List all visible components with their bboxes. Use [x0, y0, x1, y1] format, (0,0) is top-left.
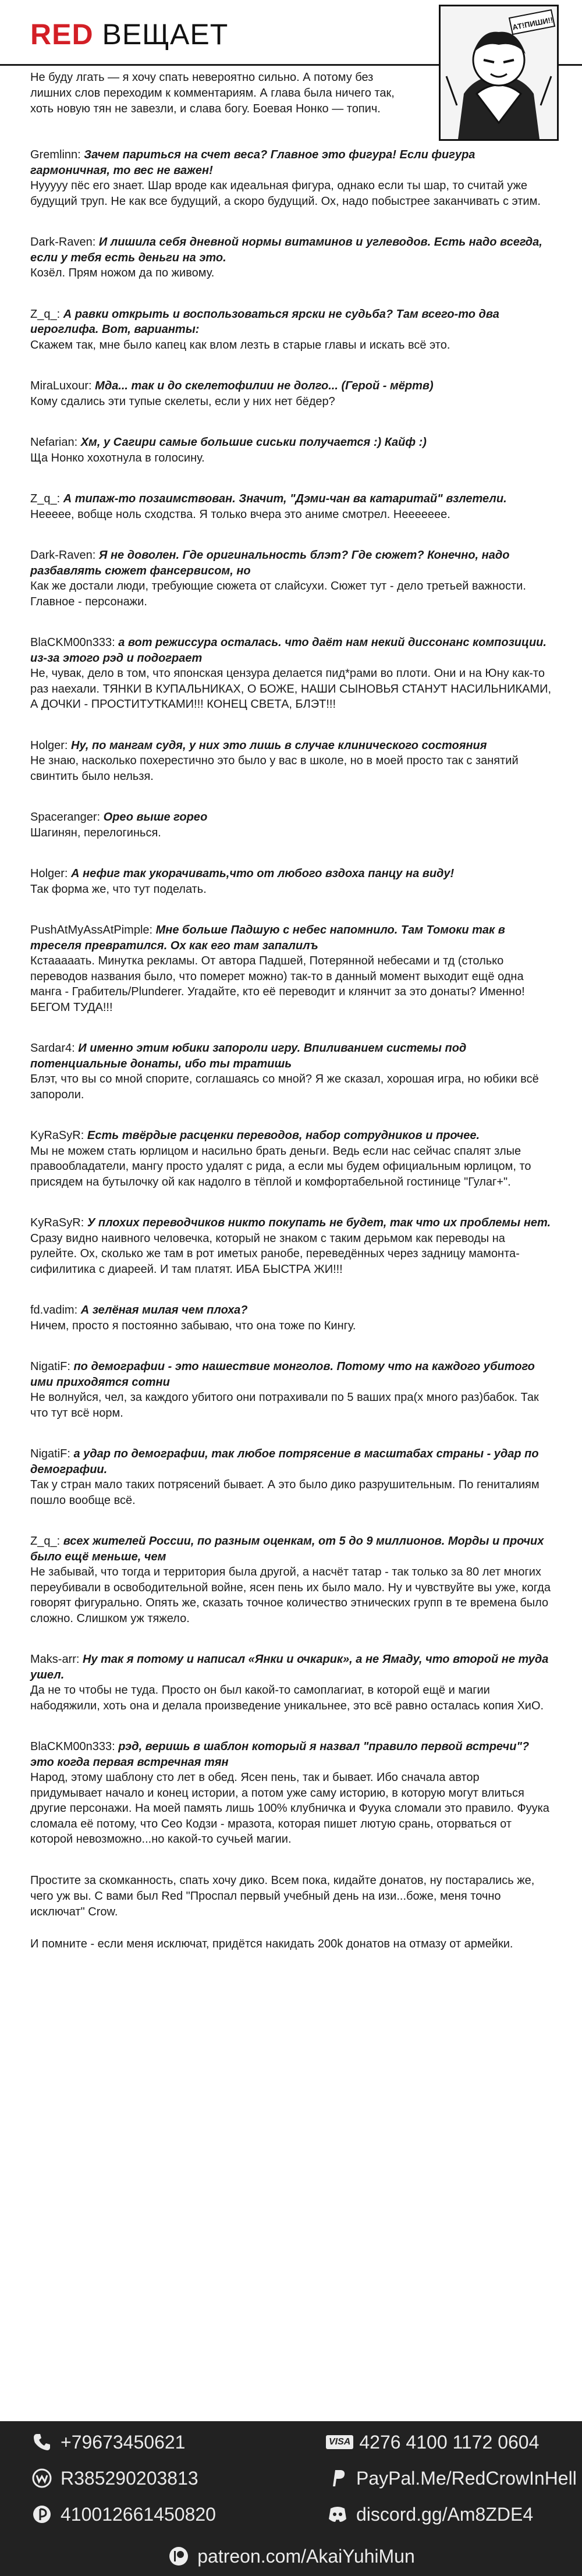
comment-entry [30, 307, 552, 353]
footer-visa [326, 2429, 539, 2455]
comment-quote: Хм, у Сагири самые большие сиськи получается :) Кайф :) [80, 436, 427, 449]
manga-character-illustration [441, 6, 557, 139]
avatar [439, 5, 559, 141]
visa-icon: VISA [326, 2435, 353, 2449]
comment-author: PushAtMyAssAtPimple: [30, 924, 153, 936]
comment-quote: а удар по демографии, так любое потрясение в масштабах страны - удар по демографии. [30, 1447, 539, 1476]
discord-icon [326, 2503, 349, 2526]
comment-entry [30, 1359, 552, 1421]
footer-card2 [30, 2502, 216, 2527]
footer-paypal[interactable] [326, 2465, 577, 2491]
content [30, 70, 552, 1952]
comment-author: BlaCKM00n333: [30, 1740, 115, 1753]
comment-reply: Так форма же, что тут поделать. [30, 882, 207, 896]
comment-quote: И именно этим юбики запороли игру. Впиливанием системы под потенциальные донаты, ибо ты тратишь [30, 1042, 467, 1070]
comment-quote: А зелёная милая чем плоха? [80, 1304, 248, 1317]
comment-author: Dark-Raven: [30, 236, 96, 249]
comment-reply: Не волнуйся, чел, за каждого убитого они потрахивали по 5 ваших пра(х много раз)бабок. Так что тут всё норм. [30, 1391, 539, 1420]
comment-entry [30, 866, 552, 897]
comment-entry [30, 235, 552, 281]
comment-author: Z_q_: [30, 1535, 61, 1548]
comment-author: BlaCKM00n333: [30, 636, 115, 649]
comment-author: Gremlinn: [30, 148, 81, 161]
webmoney-number: R385290203813 [61, 2467, 198, 2489]
comment-reply: Не знаю, насколько похерестично это было у вас в школе, но в моей просто так с занятий свинтить было нельзя. [30, 754, 519, 783]
phone-number: +79673450621 [61, 2431, 186, 2453]
comment-reply: Неееее, вобще ноль сходства. Я только вчера это аниме смотрел. Неееееее. [30, 508, 450, 521]
comment-author: Holger: [30, 739, 68, 752]
comment-entry [30, 548, 552, 609]
comment-entry [30, 1041, 552, 1102]
comment-entry [30, 491, 552, 522]
comment-reply: Не, чувак, дело в том, что японская цензура делается пид*рами во плоти. Они и на Юну как-то раз наехали. ТЯНКИ В КУПАЛЬНИКАХ, О БОЖЕ, НАШИ СЫНОВЬЯ СТАНУТ НАСИЛЬНИКАМИ, А ДОЧКИ - ПРОСТИТУТКАМИ!!! КОНЕЦ СВЕТА, БЛЭТ!!! [30, 667, 552, 711]
comment-entry [30, 1534, 552, 1626]
comment-entry [30, 738, 552, 785]
comment-entry [30, 922, 552, 1015]
comment-quote: А нефиг так укорачивать,что от любого вздоха панцу на виду! [71, 867, 455, 880]
comment-reply: Да не то чтобы не туда. Просто он был какой-то самоплагиат, в которой ещё и магии набодяжили, хоть она и делала произведение уникальнее, это всё равно осталась копия ХиО. [30, 1684, 544, 1712]
comment-entry [30, 635, 552, 712]
comment-entry [30, 1215, 552, 1277]
phone-icon [30, 2430, 54, 2454]
comment-reply: Как же достали люди, требующие сюжета от слайсухи. Сюжет тут - дело третьей важности. Главное - персонажи. [30, 580, 526, 608]
comment-reply: Ща Нонко хохотнула в голосину. [30, 451, 205, 464]
comment-entry [30, 378, 552, 409]
comment-reply: Нууууу пёс его знает. Шар вроде как идеальная фигура, однако если ты шар, то считай уже будущий труп. Не как все будущий, а скоро будущий. Ох, надо побыстрее заканчивать с этим. [30, 179, 541, 208]
comment-quote: рэд, веришь в шаблон который я назвал "правило первой встречи"? это когда первая встречная тян [30, 1740, 530, 1769]
brand-red: RED [30, 18, 94, 51]
yandex-money-icon [30, 2503, 54, 2526]
comment-quote: А равки открыть и воспользоваться ярски не судьба? Там всего-то два иероглифа. Вот, варианты: [30, 307, 499, 336]
footer-card1 [30, 2465, 198, 2491]
comment-author: Holger: [30, 867, 68, 880]
comment-reply: Сразу видно наивного человечка, который не знаком с таким дерьмом как переводы на рулейте. Ох, сколько же там в рот иметых ранобе, переведённых через задницу мамонта-сифилитика с диареей. И там платят. ИБА БЫСТРА ЖИ!!! [30, 1232, 520, 1276]
footer-patreon[interactable] [0, 2545, 582, 2568]
comment-quote: Есть твёрдые расценки переводов, набор сотрудников и прочее. [87, 1129, 480, 1142]
patreon-icon [167, 2545, 190, 2568]
comment-entry [30, 1739, 552, 1847]
paypal-link[interactable]: PayPal.Me/RedCrowInHell [356, 2467, 577, 2489]
comment-reply: Ничем, просто я постоянно забываю, что она тоже по Кингу. [30, 1319, 356, 1332]
comments-list [30, 147, 552, 1847]
comment-quote: Мне больше Падшую с небес напомнило. Там Томоки так в треселя превратился. Ох как его там запалилъ [30, 924, 505, 952]
comment-reply: Козёл. Прям ножом да по живому. [30, 267, 215, 279]
comment-entry [30, 435, 552, 466]
comment-entry [30, 1128, 552, 1190]
comment-entry [30, 1446, 552, 1508]
comment-quote: И лишила себя дневной нормы витаминов и углеводов. Есть надо всегда, если у тебя есть деньги на это. [30, 236, 542, 264]
comment-author: NigatiF: [30, 1360, 70, 1373]
footer-discord[interactable] [326, 2502, 533, 2527]
comment-reply: Скажем так, мне было капец как влом лезть в старые главы и искать всё это. [30, 338, 450, 352]
comment-quote: Зачем париться на счет веса? Главное это фигура! Если фигура гармоничная, то вес не важен! [30, 148, 475, 177]
patreon-link[interactable]: patreon.com/AkaiYuhiMun [197, 2545, 415, 2567]
visa-number: 4276 4100 1172 0604 [359, 2431, 540, 2453]
comment-author: Sardar4: [30, 1042, 75, 1055]
yandex-money-number: 410012661450820 [61, 2503, 216, 2525]
comment-author: KyRaSyR: [30, 1129, 84, 1142]
discord-link[interactable]: discord.gg/Am8ZDE4 [356, 2503, 534, 2525]
comment-author: Spaceranger: [30, 811, 101, 824]
paypal-icon [326, 2467, 349, 2490]
outro-paragraph: Простите за скомканность, спать хочу дико. Всем пока, кидайте донатов, ну постарались же, чего уж вы. С вами был Red "Проспал первый учебный день на изи...боже, меня точно исключат" Crow. [30, 1874, 535, 1918]
comment-author: Dark-Raven: [30, 549, 96, 562]
avatar-caption: АТ!ПИШИ!! [512, 15, 554, 32]
brand-title [30, 19, 228, 50]
comment-author: MiraLuxour: [30, 379, 92, 392]
footer-phone [30, 2429, 185, 2455]
outro-paragraph: И помните - если меня исключат, придётся накидать 200k донатов на отмазу от армейки. [30, 1937, 513, 1950]
footer [0, 2421, 582, 2576]
brand-rest: ВЕЩАЕТ [102, 18, 229, 51]
comment-entry [30, 1303, 552, 1333]
comment-reply: Шагинян, перелогинься. [30, 826, 161, 839]
comment-author: NigatiF: [30, 1447, 70, 1460]
comment-author: Z_q_: [30, 492, 61, 505]
comment-entry [30, 1652, 552, 1713]
comment-quote: Я не доволен. Где оригинальность блэт? Где сюжет? Конечно, надо разбавлять сюжет фансервисом, но [30, 549, 510, 577]
comment-quote: по демографии - это нашествие монголов. Потому что на каждого убитого ими приходятся сотни [30, 1360, 535, 1389]
comment-quote: а вот режиссура осталась. что даёт нам некий диссонанс композиции. из-за этого рэд и подограет [30, 636, 546, 665]
comment-author: KyRaSyR: [30, 1216, 84, 1229]
comment-reply: Не забывай, что тогда и территория была другой, а насчёт татар - так только за 80 лет многих переубивали в освободительной войне, ясен пень их было мало. Ну и чувствуйте вы уже, когда говорят фигурально. Опять же, сказать точное количество этнических групп в те времена было сложно. Слишком уж тяжело. [30, 1566, 551, 1625]
outro [30, 1873, 552, 1952]
comment-author: Nefarian: [30, 436, 78, 449]
comment-reply: Мы не можем стать юрлицом и насильно брать деньги. Ведь если нас сейчас спалят злые правообладатели, мангу просто удалят с рида, а если мы будем официальным юрлицом, то присядем на бутылочку ой как надолго в тёплой и комфортабельной гостинице "Гулаг+". [30, 1144, 531, 1188]
comment-author: fd.vadim: [30, 1304, 78, 1317]
comment-quote: Ну, по мангам судя, у них это лишь в случае клинического состояния [71, 739, 487, 752]
comment-entry [30, 147, 552, 209]
comment-quote: У плохих переводчиков никто покупать не будет, так что их проблемы нет. [87, 1216, 551, 1229]
webmoney-icon [30, 2467, 54, 2490]
comment-entry [30, 810, 552, 840]
comment-quote: Мда... так и до скелетофилии не долго... (Герой - мёртв) [95, 379, 434, 392]
comment-reply: Так у стран мало таких потрясений бывает. А это было дико разрушительным. По гениталиям пошло вообще всё. [30, 1478, 540, 1507]
comment-reply: Блэт, что вы со мной спорите, соглашаясь со мной? Я же сказал, хорошая игра, но юбики всё запороли. [30, 1073, 539, 1101]
comment-reply: Народ, этому шаблону сто лет в обед. Ясен пень, так и бывает. Ибо сначала автор придумывает начало и конец истории, а потом уже саму историю, в которую могут влиться другие персонажи. На моей память лишь 100% клубничка и Фуука сломали это правило. Фуука сломала её потому, что Сео Кодзи - мразота, которая пишет лютую срань, оторваться от которой невозможно...но какой-то сучьей магии. [30, 1771, 549, 1846]
comment-quote: Орео выше горео [103, 811, 208, 824]
comment-reply: Кстааааать. Минутка рекламы. От автора Падшей, Потерянной небесами и тд (столько переводов названия было, что померет можно) так-то в данный момент выходит ещё одна манга - Грабитель/Plunderer. Угадайте, кто её переводит и клянчит за это донаты? Именно! БЕГОМ ТУДА!!! [30, 955, 525, 1014]
comment-quote: А типаж-то позаимствован. Значит, "Дэми-чан ва катаритай" взлетели. [63, 492, 507, 505]
comment-reply: Кому сдались эти тупые скелеты, если у них нет бёдер? [30, 395, 335, 408]
comment-author: Maks-arr: [30, 1653, 80, 1666]
header [0, 0, 582, 66]
comment-quote: всех жителей России, по разным оценкам, от 5 до 9 миллионов. Морды и прочих было ещё меньше, чем [30, 1535, 544, 1563]
intro-text: Не буду лгать — я хочу спать невероятно сильно. А потому без лишних слов переходим к комментариям. А глава была ничего так, хоть новую тян не завезли, и слава богу. Боевая Нонко — топич. [30, 71, 395, 115]
comment-author: Z_q_: [30, 307, 61, 321]
comment-quote: Ну так я потому и написал «Янки и очкарик», а не Ямаду, что второй не туда ушел. [30, 1653, 549, 1681]
